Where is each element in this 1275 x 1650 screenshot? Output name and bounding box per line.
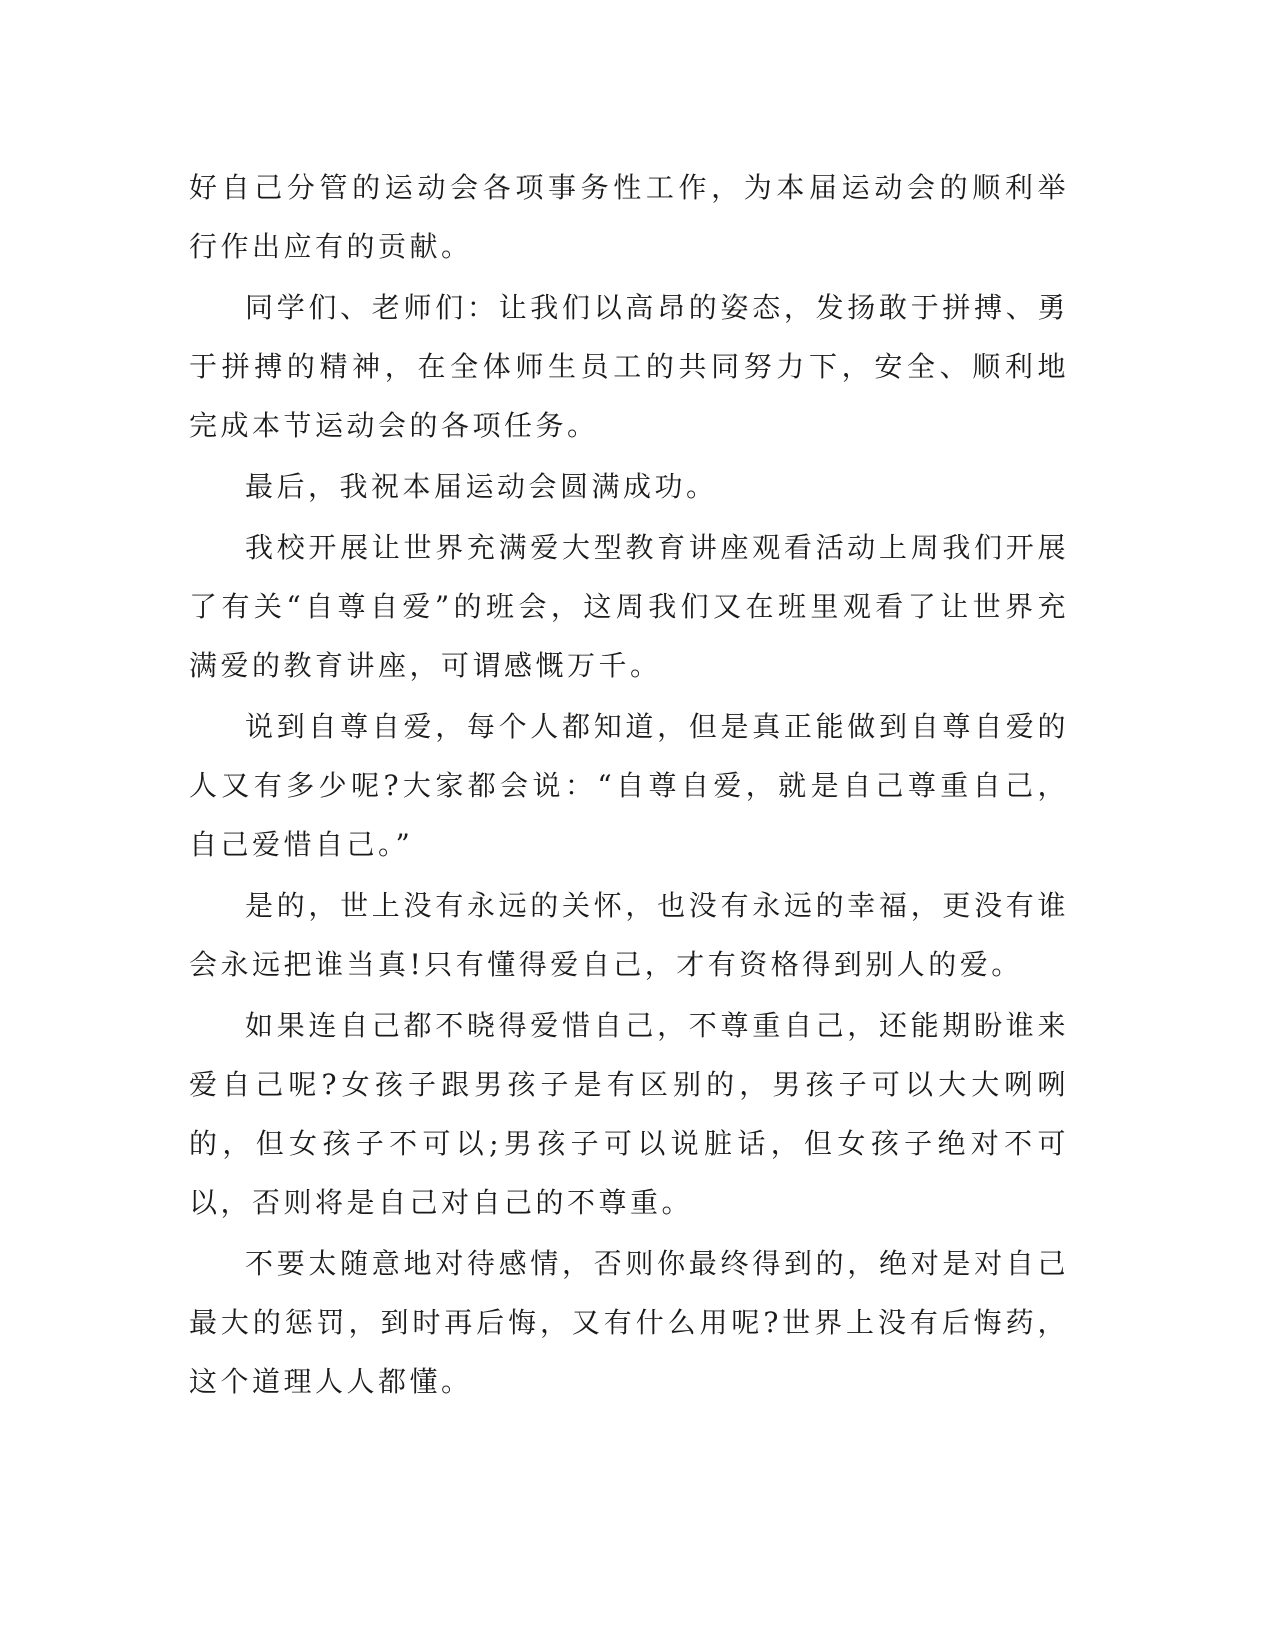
paragraph-4: 我校开展让世界充满爱大型教育讲座观看活动上周我们开展了有关“自尊自爱”的班会，这周我们又在班里观看了让世界充满爱的教育讲座，可谓感慨万千。 [189,531,1069,682]
paragraph-7: 如果连自己都不晓得爱惜自己，不尊重自己，还能期盼谁来爱自己呢?女孩子跟男孩子是有区别的，男孩子可以大大咧咧的，但女孩子不可以;男孩子可以说脏话，但女孩子绝对不可以，否则将是自己对自己的不尊重。 [189,1009,1069,1219]
paragraph-6: 是的，世上没有永远的关怀，也没有永远的幸福，更没有谁会永远把谁当真!只有懂得爱自己，才有资格得到别人的爱。 [189,889,1069,981]
paragraph-1: 好自己分管的运动会各项事务性工作，为本届运动会的顺利举行作出应有的贡献。 [189,171,1069,263]
paragraph-8: 不要太随意地对待感情，否则你最终得到的，绝对是对自己最大的惩罚，到时再后悔，又有什么用呢?世界上没有后悔药，这个道理人人都懂。 [189,1247,1069,1398]
paragraph-2: 同学们、老师们：让我们以高昂的姿态，发扬敢于拼搏、勇于拼搏的精神，在全体师生员工的共同努力下，安全、顺利地完成本节运动会的各项任务。 [189,291,1069,442]
paragraph-5: 说到自尊自爱，每个人都知道，但是真正能做到自尊自爱的人又有多少呢?大家都会说：“自尊自爱，就是自己尊重自己，自己爱惜自己。” [189,710,1069,861]
paragraph-3: 最后，我祝本届运动会圆满成功。 [245,470,718,503]
document-body [189,158,1069,1413]
